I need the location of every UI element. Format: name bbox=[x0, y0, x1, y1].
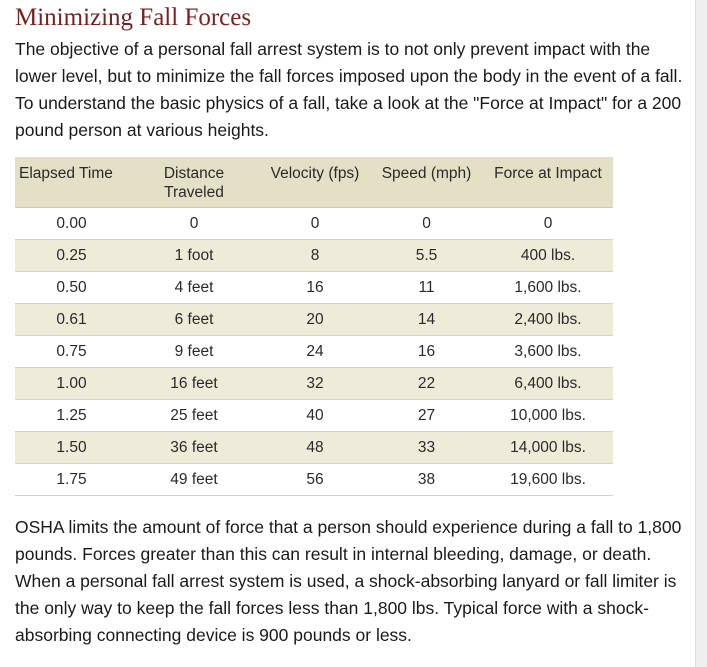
cell-speed: 27 bbox=[370, 400, 483, 432]
cell-force: 1,600 lbs. bbox=[483, 272, 613, 304]
header-velocity: Velocity (fps) bbox=[260, 157, 370, 208]
table-header-row bbox=[15, 157, 613, 208]
cell-force: 400 lbs. bbox=[483, 240, 613, 272]
cell-speed: 38 bbox=[370, 464, 483, 496]
cell-elapsed-time: 0.50 bbox=[15, 272, 128, 304]
cell-velocity: 56 bbox=[260, 464, 370, 496]
cell-distance: 9 feet bbox=[128, 336, 260, 368]
cell-elapsed-time: 1.50 bbox=[15, 432, 128, 464]
header-elapsed-time: Elapsed Time bbox=[15, 157, 128, 208]
table-row bbox=[15, 304, 613, 336]
cell-speed: 16 bbox=[370, 336, 483, 368]
page-title: Minimizing Fall Forces bbox=[15, 4, 252, 31]
cell-force: 2,400 lbs. bbox=[483, 304, 613, 336]
table-row bbox=[15, 208, 613, 240]
cell-distance: 36 feet bbox=[128, 432, 260, 464]
table-row bbox=[15, 464, 613, 496]
cell-distance: 16 feet bbox=[128, 368, 260, 400]
cell-distance: 49 feet bbox=[128, 464, 260, 496]
cell-distance: 0 bbox=[128, 208, 260, 240]
cell-elapsed-time: 0.61 bbox=[15, 304, 128, 336]
cell-force: 6,400 lbs. bbox=[483, 368, 613, 400]
table-row bbox=[15, 432, 613, 464]
cell-force: 14,000 lbs. bbox=[483, 432, 613, 464]
cell-distance: 6 feet bbox=[128, 304, 260, 336]
cell-velocity: 40 bbox=[260, 400, 370, 432]
header-force-at-impact: Force at Impact bbox=[483, 157, 613, 208]
cell-speed: 14 bbox=[370, 304, 483, 336]
intro-paragraph: The objective of a personal fall arrest system is to not only prevent impact with the lower level, but to minimize the fall forces imposed upon the body in the event of a fall. To understand the basic physics of a fall, take a look at the "Force at Impact" for a 200 pound person at various heights. bbox=[15, 39, 683, 140]
table-row bbox=[15, 240, 613, 272]
cell-elapsed-time: 1.75 bbox=[15, 464, 128, 496]
cell-force: 0 bbox=[483, 208, 613, 240]
cell-force: 19,600 lbs. bbox=[483, 464, 613, 496]
cell-velocity: 32 bbox=[260, 368, 370, 400]
cell-elapsed-time: 0.75 bbox=[15, 336, 128, 368]
table-body bbox=[15, 208, 613, 496]
window-scrollbar[interactable] bbox=[695, 0, 707, 667]
cell-velocity: 0 bbox=[260, 208, 370, 240]
cell-speed: 5.5 bbox=[370, 240, 483, 272]
cell-speed: 22 bbox=[370, 368, 483, 400]
table-row bbox=[15, 368, 613, 400]
cell-elapsed-time: 0.00 bbox=[15, 208, 128, 240]
cell-velocity: 48 bbox=[260, 432, 370, 464]
cell-velocity: 8 bbox=[260, 240, 370, 272]
table-row bbox=[15, 336, 613, 368]
cell-force: 3,600 lbs. bbox=[483, 336, 613, 368]
cell-speed: 0 bbox=[370, 208, 483, 240]
cell-speed: 11 bbox=[370, 272, 483, 304]
table-row bbox=[15, 400, 613, 432]
cell-velocity: 16 bbox=[260, 272, 370, 304]
cell-elapsed-time: 1.00 bbox=[15, 368, 128, 400]
fall-force-table bbox=[15, 157, 613, 496]
cell-elapsed-time: 0.25 bbox=[15, 240, 128, 272]
cell-distance: 1 foot bbox=[128, 240, 260, 272]
header-speed: Speed (mph) bbox=[370, 157, 483, 208]
cell-distance: 25 feet bbox=[128, 400, 260, 432]
osha-paragraph: OSHA limits the amount of force that a person should experience during a fall to 1,800 pounds. Forces greater than this can result in internal bleeding, damage, or death. When a personal fall arrest system is used, a shock-absorbing lanyard or fall limiter is the only way to keep the fall forces less than 1,800 lbs. Typical force with a shock-absorbing connecting device is 900 pounds or less. bbox=[15, 517, 682, 645]
cell-force: 10,000 lbs. bbox=[483, 400, 613, 432]
table-row bbox=[15, 272, 613, 304]
cell-distance: 4 feet bbox=[128, 272, 260, 304]
cell-speed: 33 bbox=[370, 432, 483, 464]
header-distance-traveled: Distance Traveled bbox=[128, 157, 260, 208]
cell-velocity: 24 bbox=[260, 336, 370, 368]
cell-elapsed-time: 1.25 bbox=[15, 400, 128, 432]
cell-velocity: 20 bbox=[260, 304, 370, 336]
